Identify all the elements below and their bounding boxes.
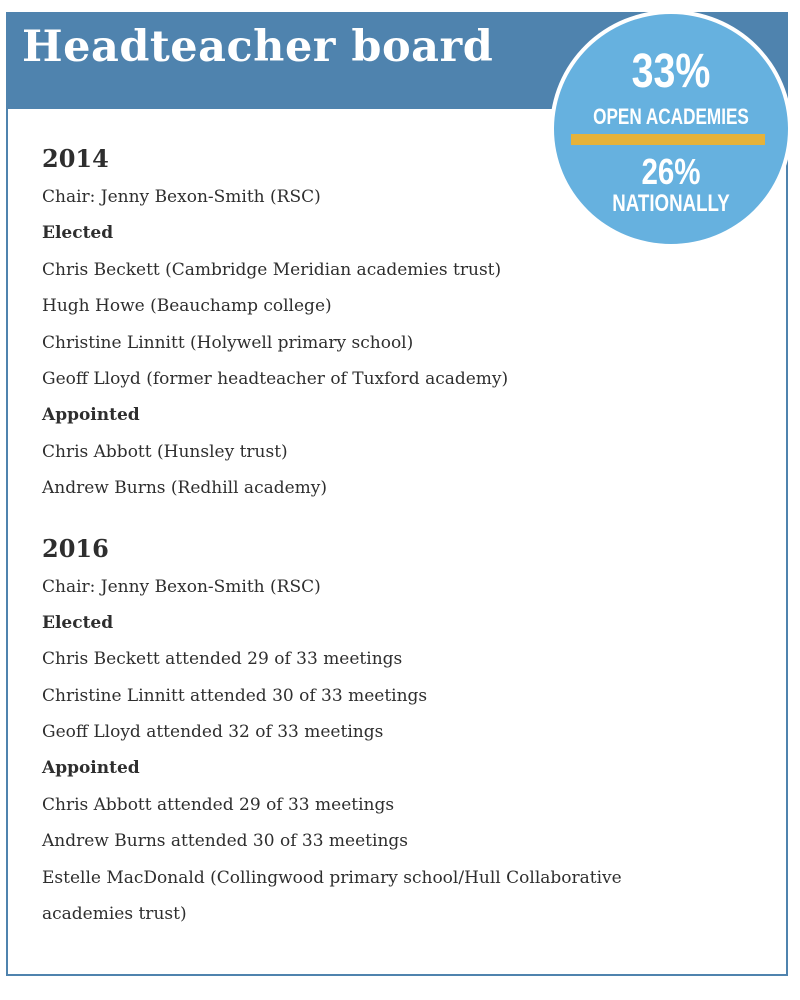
appointed-member: Andrew Burns (Redhill academy)	[42, 478, 328, 499]
section-year: 2014	[42, 144, 109, 173]
elected-member: Christine Linnitt attended 30 of 33 meetings	[42, 685, 428, 706]
elected-member: Geoff Lloyd (former headteacher of Tuxford academy)	[42, 368, 509, 389]
elected-heading: Elected	[42, 612, 114, 633]
national-percentage: 26%	[641, 151, 701, 192]
elected-member: Geoff Lloyd attended 32 of 33 meetings	[42, 722, 384, 743]
elected-member: Christine Linnitt (Holywell primary school)	[42, 332, 414, 353]
chair-line: Chair: Jenny Bexon-Smith (RSC)	[42, 187, 321, 207]
appointed-member: Chris Abbott attended 29 of 33 meetings	[42, 794, 395, 815]
appointed-member: Chris Abbott (Hunsley trust)	[42, 441, 288, 462]
board-content	[42, 139, 742, 932]
chair-line: Chair: Jenny Bexon-Smith (RSC)	[42, 576, 321, 597]
open-academies-percentage: 33%	[631, 45, 711, 98]
open-academies-label: OPEN ACADEMIES	[593, 104, 749, 129]
elected-heading: Elected	[42, 223, 114, 244]
elected-member: Hugh Howe (Beauchamp college)	[42, 296, 332, 317]
appointed-heading: Appointed	[42, 405, 140, 426]
appointed-heading: Appointed	[42, 758, 140, 779]
elected-member: Chris Beckett (Cambridge Meridian academies trust)	[42, 259, 502, 280]
page-title: Headteacher board	[22, 22, 494, 72]
appointed-member: Andrew Burns attended 30 of 33 meetings	[42, 831, 408, 852]
section-2016	[42, 529, 742, 933]
national-label: NATIONALLY	[612, 190, 730, 217]
statistics-badge	[550, 10, 792, 248]
badge-divider	[571, 134, 765, 145]
elected-member: Chris Beckett attended 29 of 33 meetings	[42, 649, 403, 670]
appointed-member: Estelle MacDonald (Collingwood primary school/Hull Collaborative academies trust)	[42, 867, 622, 925]
section-year: 2016	[42, 533, 109, 563]
